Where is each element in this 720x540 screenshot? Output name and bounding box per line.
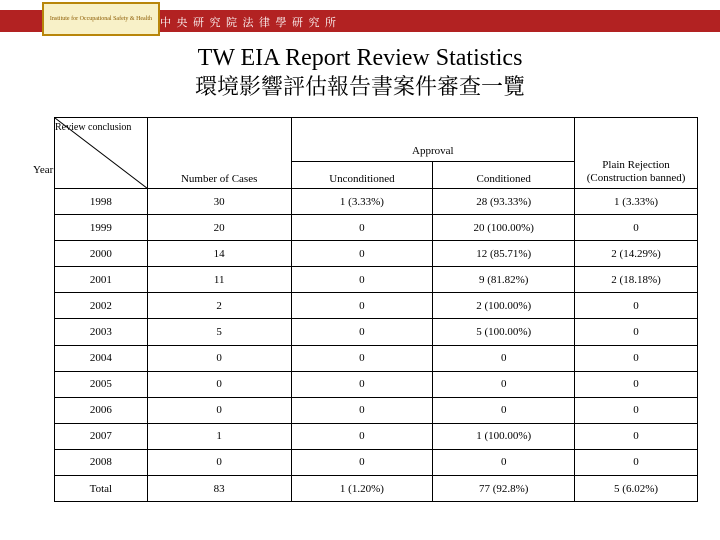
rejection-cell: 0 [575,215,698,241]
table-row [55,241,698,267]
conditioned-cell: 0 [433,371,575,397]
approval-header: Approval [291,118,575,162]
table-row [55,449,698,475]
institute-logo [42,2,160,36]
table-row [55,345,698,371]
unconditioned-header: Unconditioned [291,161,433,188]
unconditioned-cell: 0 [291,319,433,345]
unconditioned-cell: 1 (1.20%) [291,476,433,502]
conditioned-cell: 20 (100.00%) [433,215,575,241]
unconditioned-cell: 0 [291,241,433,267]
review-statistics-table [33,117,698,502]
year-cell: 2008 [55,449,148,475]
table-row [55,189,698,215]
unconditioned-cell: 1 (3.33%) [291,189,433,215]
cases-cell: 30 [147,189,291,215]
cases-cell: 0 [147,397,291,423]
rejection-cell: 0 [575,371,698,397]
logo-text: Institute for Occupational Safety & Health [49,15,153,22]
cases-cell: 83 [147,476,291,502]
year-cell: 2005 [55,371,148,397]
cases-cell: 5 [147,319,291,345]
table-row-total [55,476,698,502]
conditioned-cell: 12 (85.71%) [433,241,575,267]
cases-cell: 0 [147,449,291,475]
unconditioned-cell: 0 [291,371,433,397]
cases-cell: 20 [147,215,291,241]
cases-cell: 0 [147,371,291,397]
header-corner-cell [33,118,148,189]
year-cell: 2000 [55,241,148,267]
unconditioned-cell: 0 [291,423,433,449]
conditioned-cell: 0 [433,397,575,423]
conditioned-cell: 1 (100.00%) [433,423,575,449]
conditioned-cell: 0 [433,345,575,371]
year-cell: 2004 [55,345,148,371]
unconditioned-cell: 0 [291,293,433,319]
unconditioned-cell: 0 [291,397,433,423]
plain-rejection-header: Plain Rejection (Construction banned) [575,118,698,189]
table-row [55,293,698,319]
number-of-cases-header: Number of Cases [147,118,291,189]
review-conclusion-label: Review conclusion [55,122,132,133]
rejection-cell: 1 (3.33%) [575,189,698,215]
conditioned-header: Conditioned [433,161,575,188]
year-label: Year [33,164,54,176]
table-row [55,319,698,345]
year-cell: 2006 [55,397,148,423]
rejection-cell: 0 [575,345,698,371]
unconditioned-cell: 0 [291,267,433,293]
organization-name: 中 央 研 究 院 法 律 學 研 究 所 [160,16,337,29]
table-row [55,215,698,241]
year-cell: 2003 [55,319,148,345]
unconditioned-cell: 0 [291,215,433,241]
conditioned-cell: 0 [433,449,575,475]
year-cell: 2002 [55,293,148,319]
conditioned-cell: 2 (100.00%) [433,293,575,319]
unconditioned-cell: 0 [291,449,433,475]
page-subtitle: 環境影響評估報告書案件審查一覽 [194,75,525,100]
page-title: TW EIA Report Review Statistics [197,45,523,71]
rejection-cell: 2 (18.18%) [575,267,698,293]
year-cell: 1998 [55,189,148,215]
rejection-cell: 0 [575,423,698,449]
year-cell: Total [55,476,148,502]
conditioned-cell: 9 (81.82%) [433,267,575,293]
year-cell: 1999 [55,215,148,241]
table-row [55,267,698,293]
cases-cell: 0 [147,345,291,371]
rejection-cell: 0 [575,319,698,345]
year-cell: 2001 [55,267,148,293]
conditioned-cell: 28 (93.33%) [433,189,575,215]
conditioned-cell: 77 (92.8%) [433,476,575,502]
unconditioned-cell: 0 [291,345,433,371]
rejection-cell: 5 (6.02%) [575,476,698,502]
conditioned-cell: 5 (100.00%) [433,319,575,345]
cases-cell: 11 [147,267,291,293]
year-cell: 2007 [55,423,148,449]
rejection-cell: 0 [575,293,698,319]
table-row [55,397,698,423]
table-row [55,423,698,449]
cases-cell: 1 [147,423,291,449]
cases-cell: 14 [147,241,291,267]
rejection-cell: 0 [575,449,698,475]
rejection-cell: 2 (14.29%) [575,241,698,267]
cases-cell: 2 [147,293,291,319]
rejection-cell: 0 [575,397,698,423]
table-row [55,371,698,397]
